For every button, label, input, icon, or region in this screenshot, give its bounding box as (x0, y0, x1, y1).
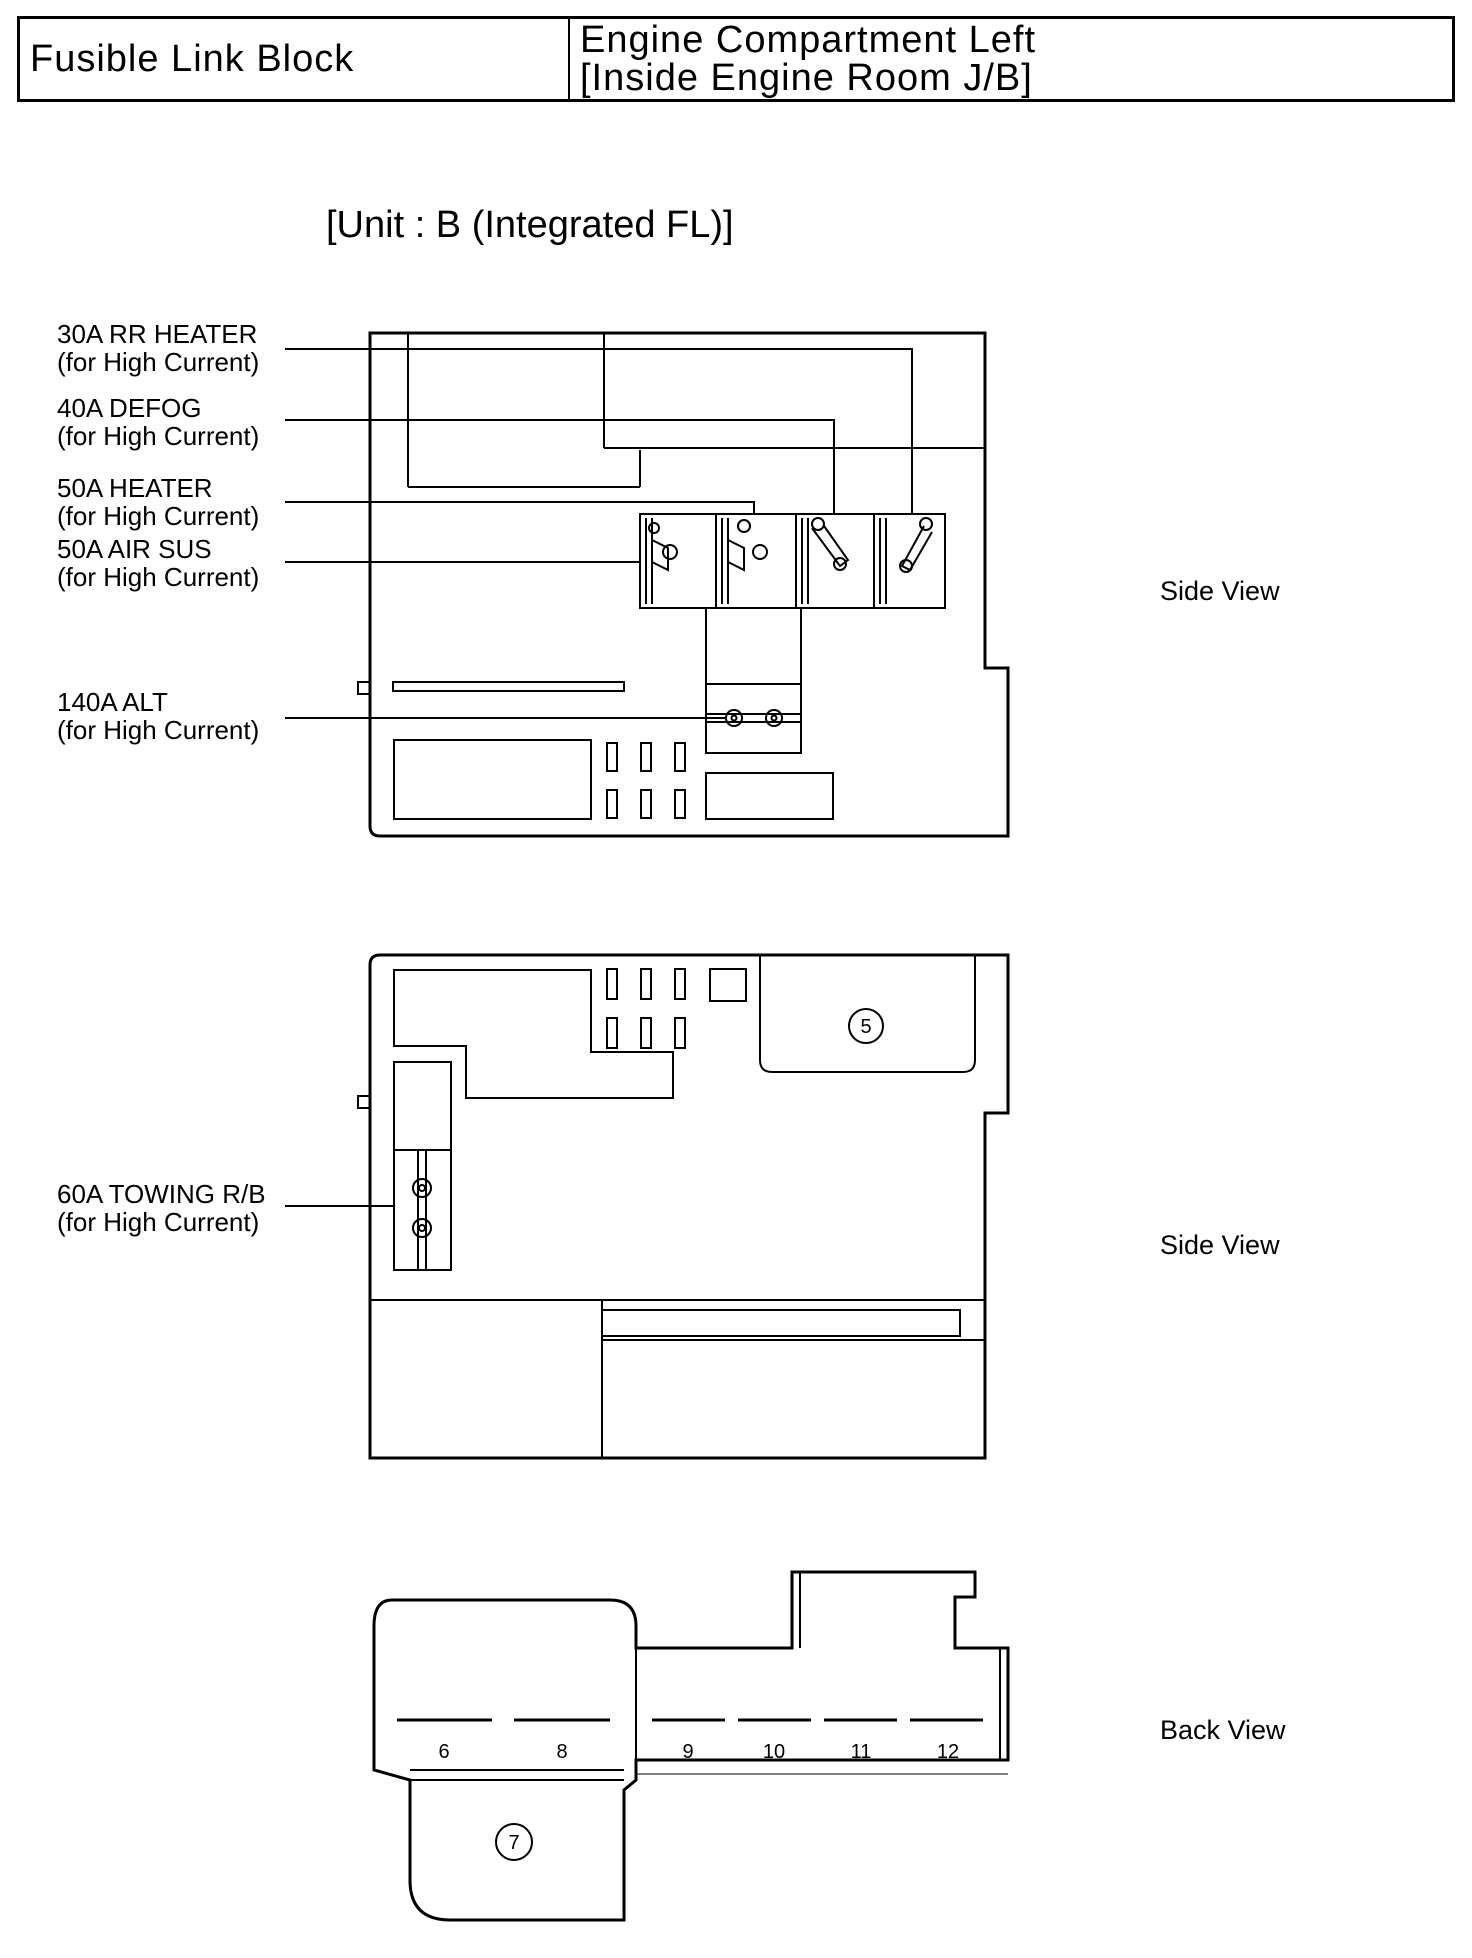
pin-number: 12 (936, 1741, 960, 1763)
leader-lines-view-1 (285, 349, 912, 718)
connector-7-number: 7 (508, 1832, 520, 1854)
header-title: Fusible Link Block (30, 37, 355, 80)
view-label-side-2: Side View (1160, 1230, 1280, 1260)
connector-5-number: 5 (860, 1016, 872, 1038)
pin-number: 10 (762, 1741, 786, 1763)
callout-name: 50A HEATER (57, 473, 213, 503)
side-view-2-housing (358, 955, 1008, 1458)
fuse-heater-icon (722, 518, 767, 604)
fuse-towing-icon (394, 1062, 451, 1270)
fuse-defog-icon (802, 518, 848, 604)
callout-note: (for High Current) (57, 421, 260, 451)
pin-number: 11 (850, 1741, 872, 1763)
unit-title: [Unit : B (Integrated FL)] (326, 204, 734, 246)
callout-name: 140A ALT (57, 687, 168, 717)
header-location-line1: Engine Compartment Left (580, 19, 1037, 61)
callout-note: (for High Current) (57, 347, 260, 377)
view-label-back: Back View (1160, 1715, 1286, 1745)
side-view-1-slots (607, 743, 685, 818)
callout-note: (for High Current) (57, 501, 260, 531)
fuse-air-sus-icon (646, 518, 677, 604)
pin-number: 6 (438, 1741, 450, 1763)
pin-number: 8 (556, 1741, 568, 1763)
callout-name: 30A RR HEATER (57, 319, 258, 349)
side-view-1-housing (358, 333, 1008, 836)
view-label-side-1: Side View (1160, 576, 1280, 606)
pin-number: 9 (682, 1741, 694, 1763)
callout-name: 50A AIR SUS (57, 534, 212, 564)
callout-note: (for High Current) (57, 715, 260, 745)
header-location-line2: [Inside Engine Room J/B] (580, 57, 1033, 99)
callout-name: 40A DEFOG (57, 393, 202, 423)
callout-note: (for High Current) (57, 1207, 260, 1237)
callout-note: (for High Current) (57, 562, 260, 592)
fuse-alt-icon (706, 608, 801, 753)
fuse-rr-heater-icon (880, 518, 932, 604)
side-view-2-slots (607, 969, 685, 1048)
fuse-block-row (640, 514, 945, 608)
callout-name: 60A TOWING R/B (57, 1179, 266, 1209)
